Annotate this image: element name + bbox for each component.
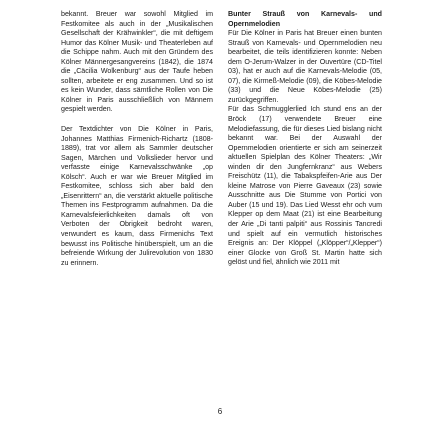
body-paragraph: Für das Schmugglerlied Ich stund ens an der Bröck (17) verwendete Breuer eine Melodiefassung, die für dieses Lied bislang nicht bekannt war. Bei der Auswahl der Opernmelodien orientierte er sich am seinerzeit aktuellen Spielplan des Kölner Theaters: „Wir winden dir den Jungfernkranz“ aus Webers Freischütz (11), die Tabakspfeifen-Arie aus Der kleine Matrose von Pierre Gaveaux (23) sowie Ausschnitte aus Die Stumme von Portici von Auber (15 und 19). Das Lied Wesst ehr och vum Klepper op dem Maat (21) ist eine Bearbeitung der Arie „Di tanti palpiti“ aus Rossinis Tancredi und spielt auf ein vermutlich historisches Ereignis an: Der Klöppel („Klöpper“/„Klepper“) einer Glocke von Groß St. Martin hatte sich gelöst und fiel, ähnlich wie 2011 mit [228, 105, 382, 267]
left-column [61, 10, 213, 268]
section-heading: Bunter Strauß von Karnevals- und Opernmelodien [228, 10, 382, 28]
right-column [228, 10, 382, 268]
page-number: 6 [217, 407, 223, 416]
body-paragraph: Für Die Kölner in Paris hat Breuer einen bunten Strauß von Karnevals- und Opernmelodien neu bearbeitet, die teils identifizieren konnte: Neben dem O-Jerum-Walzer in der Ouvertüre (CD-Titel 03), hat er auch auf die Karnevals-Melodie (05, 07), die Kirmeß-Melodie (09), die Köbes-Melodie (33) und die Neue Köbes-Melodie (25) zurückgegriffen. [228, 29, 382, 104]
paragraph-gap [61, 115, 213, 125]
body-paragraph: Der Textdichter von Die Kölner in Paris, Johannes Matthias Firmenich-Richartz (1808-1889), trat vor allem als Sammler deutscher Sagen, Märchen und Volkslieder hervor und verfasste einige Karnevalsschwänke „op Kölsch“. Auch er war wie Breuer Mitglied im Festkomitee, schloss sich aber bald den „Eisenrittern“ an, die verstärkt aktuelle politische Themen ins Festprogramm aufnahmen. Da die Karnevalsfeierlichkeiten damals oft von Verboten der Obrigkeit bedroht waren, verwundert es kaum, dass Firmenichs Text bewusst ins Politische hinüberspielt, um an die befreiende Wirkung der Julirevolution von 1830 zu erinnern. [61, 125, 213, 267]
body-paragraph: bekannt. Breuer war sowohl Mitglied im Festkomitee als auch in der „Musikalischen Gesellschaft der Krähwinkler“, die mit deftigem Humor das Kölner Musik- und Theaterleben auf die Schippe nahm. Auch mit den Gründern des Kölner Männergesangvereins (1842), die 1874 die „Cäcilia Wolkenburg“ aus der Taufe heben sollten, arbeitete er eng zusammen. Und so ist es kein Wunder, dass sämtliche Rollen von Die Kölner in Paris ausschließlich von Männern gespielt werden. [61, 10, 213, 114]
